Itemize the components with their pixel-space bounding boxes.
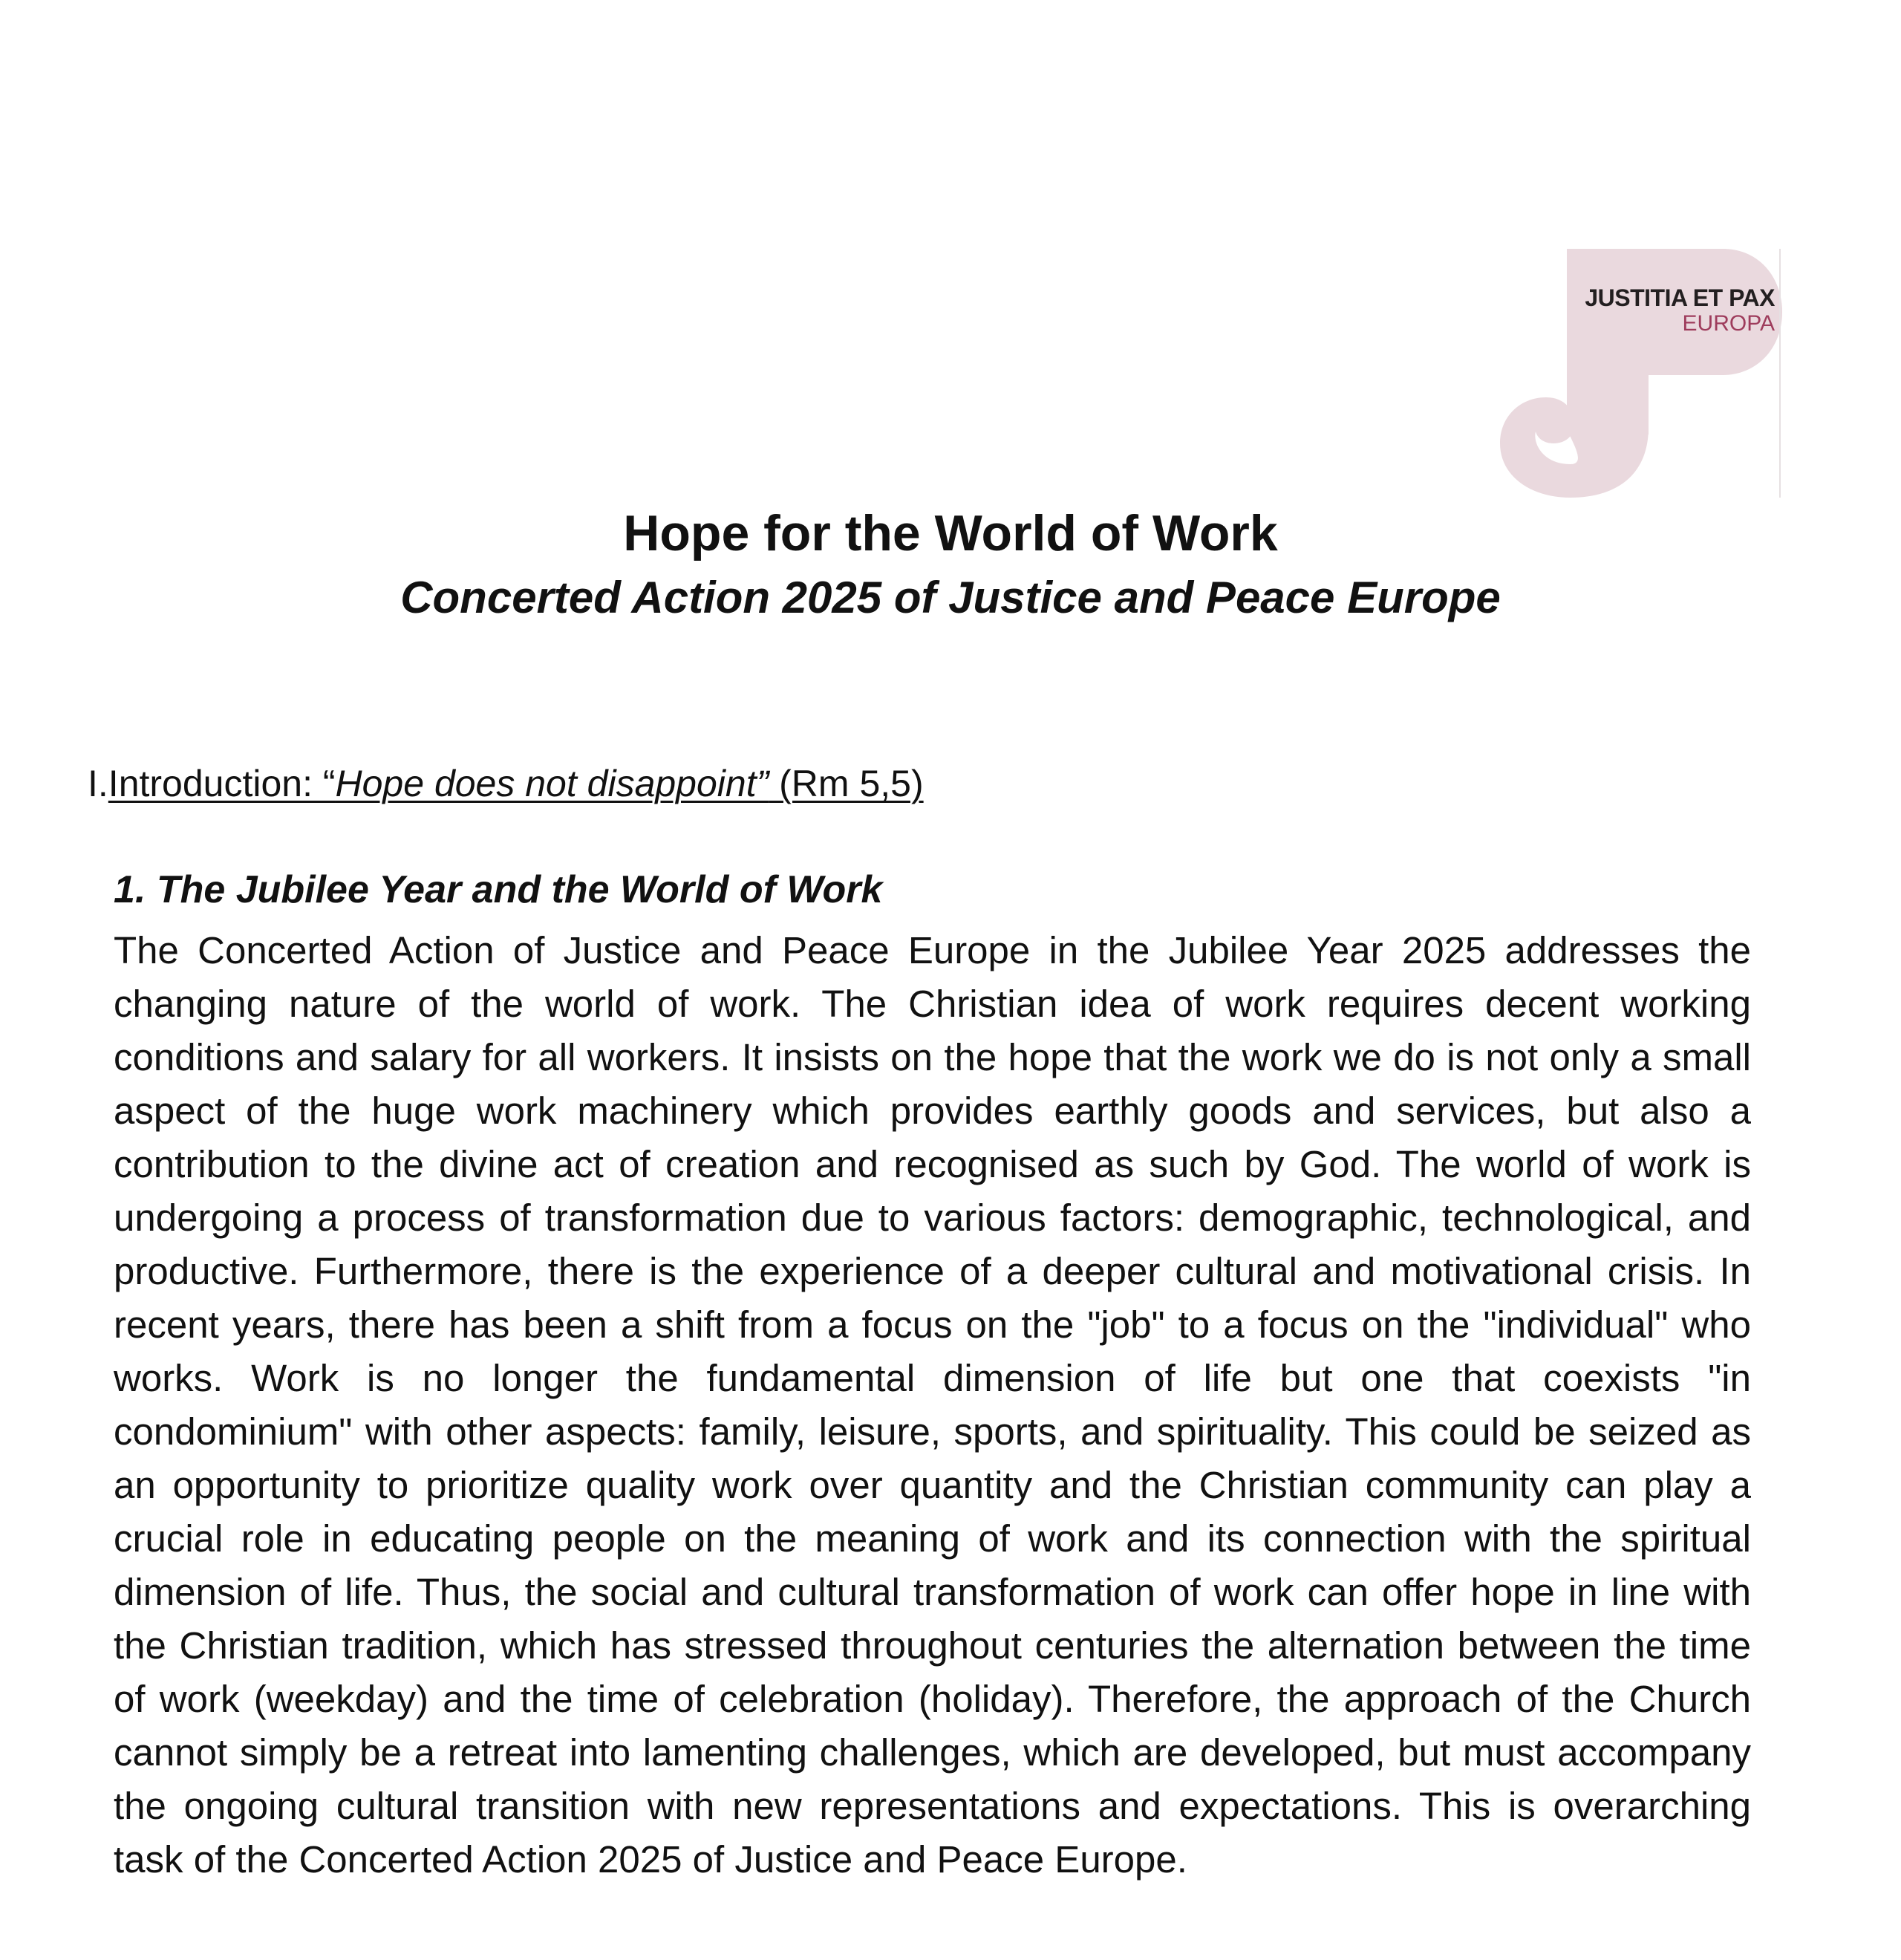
section-label: Introduction: “ (108, 763, 336, 804)
body-paragraph: The Concerted Action of Justice and Peace Europe in the Jubilee Year 2025 addresses the changing nature of the world of work. The Christian idea of work requires decent working conditions and salary for all workers. It insists on the hope that the work we do is not only a small aspect of the huge work machinery which provides earthly goods and services, but also a contribution to the divine act of creation and recognised as such by God. The world of work is undergoing a process of transformation due to various factors: demographic, technological, and productive. Furthermore, there is the experience of a deeper cultural and motivational crisis. In recent years, there has been a shift from a focus on the "job" to a focus on the "individual" who works. Work is no longer the fundamental dimension of life but one that coexists "in condominium" with other aspects: family, leisure, sports, and spirituality. This could be seized as an opportunity to prioritize quality work over quantity and the Christian community can play a crucial role in educating people on the meaning of work and its connection with the spiritual dimension of life. Thus, the social and cultural transformation of work can offer hope in line with the Christian tradition, which has stressed throughout centuries the alternation between the time of work (weekday) and the time of celebration (holiday). Therefore, the approach of the Church cannot simply be a retreat into lamenting challenges, which are developed, but must accompany the ongoing cultural transition with new representations and expectations. This is overarching task of the Concerted Action 2025 of Justice and Peace Europe. (114, 929, 1751, 1881)
section-quote: Hope does not disappoint” (335, 763, 769, 804)
section-number: I. (88, 763, 108, 804)
logo-text-europa: EUROPA (1682, 311, 1775, 336)
section-reference: (Rm 5,5) (769, 763, 924, 804)
document-subtitle: Concerted Action 2025 of Justice and Peace Europe (400, 573, 1501, 622)
section-title (108, 763, 924, 804)
section-heading (88, 758, 924, 810)
logo-text-justitia: JUSTITIA ET PAX (1585, 284, 1775, 311)
subsection-heading: 1. The Jubilee Year and the World of Work (114, 868, 883, 911)
justitia-et-pax-logo (1500, 249, 1782, 498)
document-title: Hope for the World of Work (623, 505, 1278, 561)
